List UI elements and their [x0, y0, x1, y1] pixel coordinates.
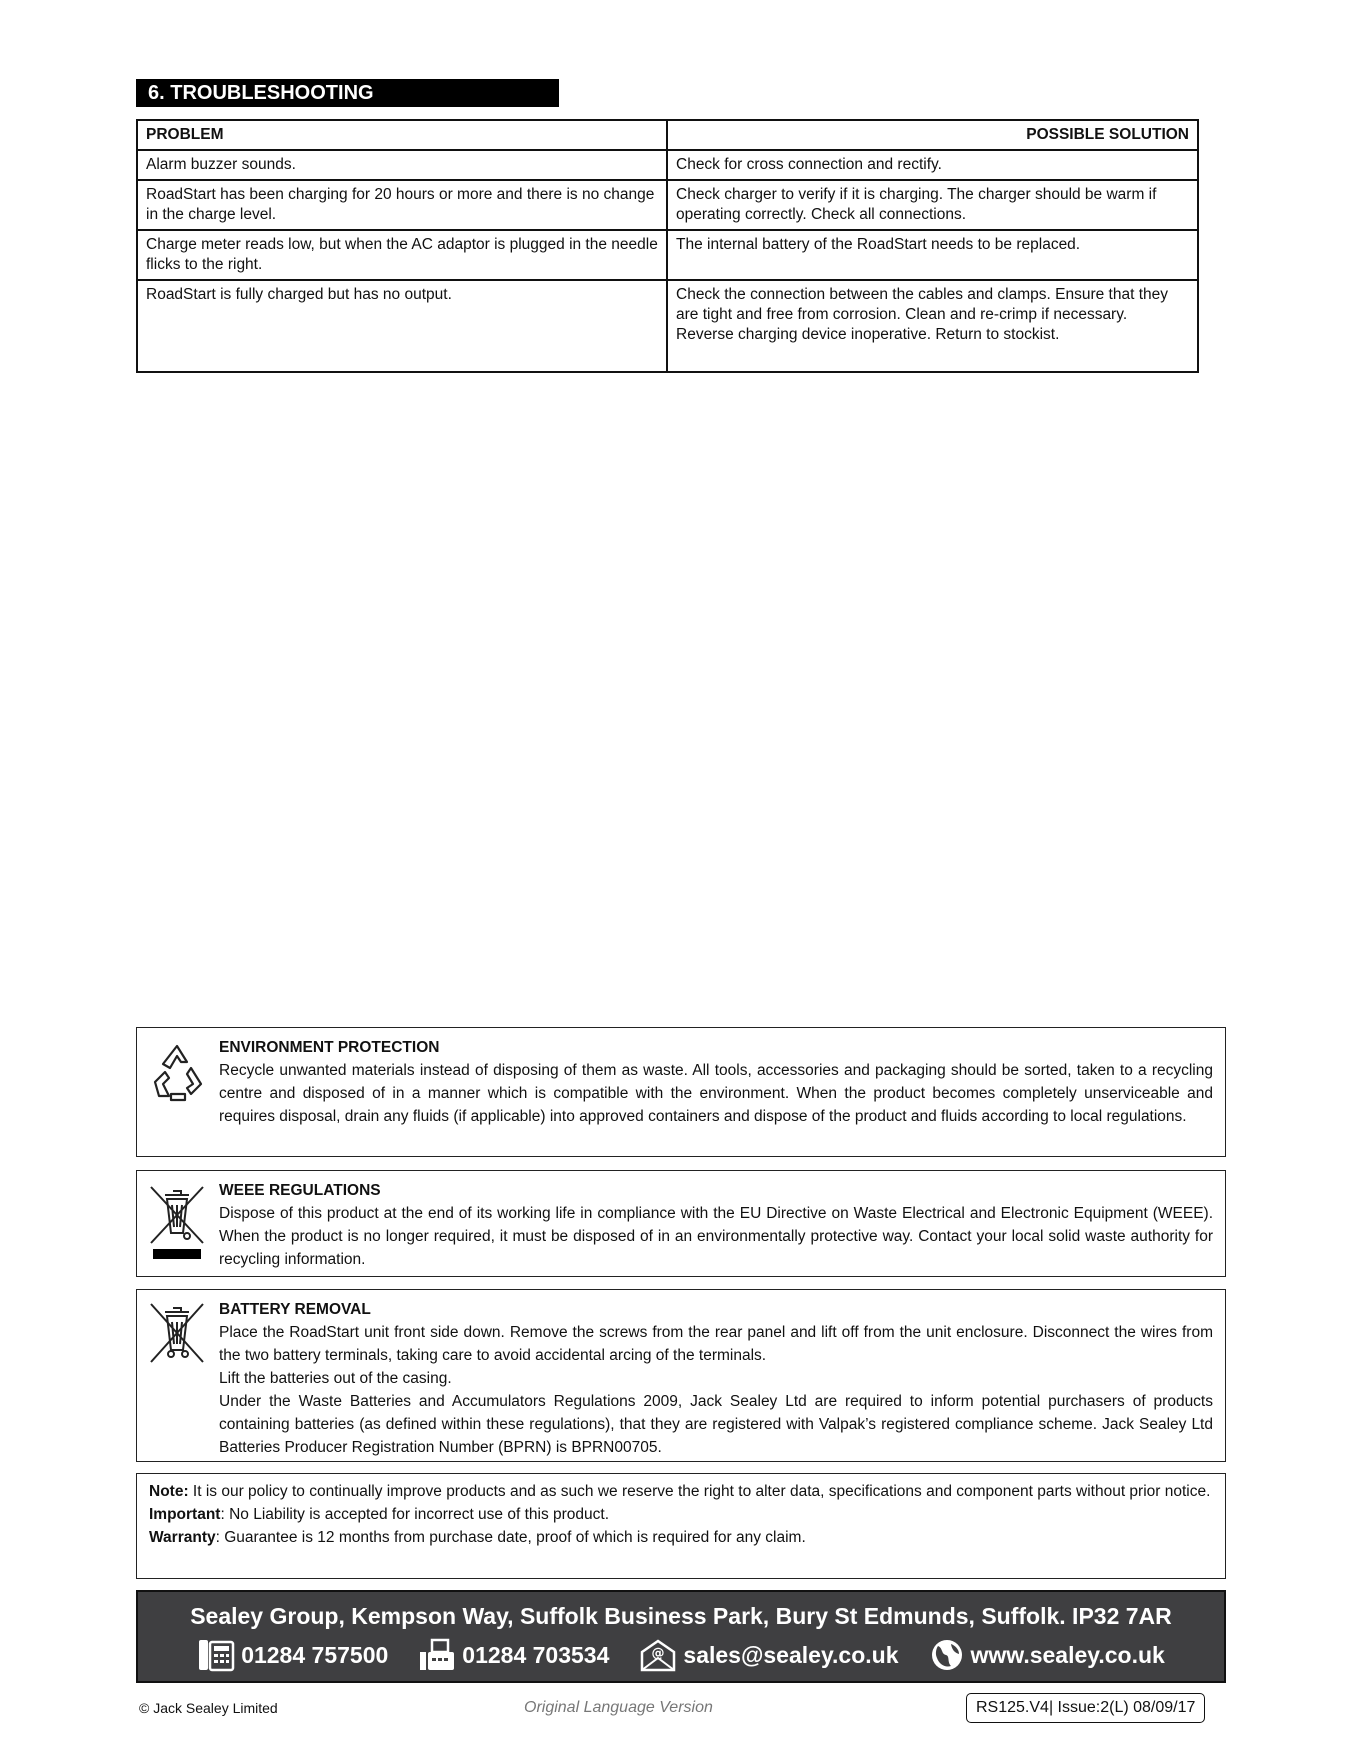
phone-icon: [197, 1638, 235, 1672]
contact-row: [138, 1638, 1224, 1672]
warranty-label: Warranty: [149, 1529, 216, 1546]
weee-heading: WEEE REGULATIONS: [219, 1182, 381, 1199]
phone-number[interactable]: 01284 757500: [241, 1641, 389, 1668]
recycle-icon: [147, 1038, 207, 1118]
weee-text: Dispose of this product at the end of its working life in compliance with the EU Directive on Waste Electrical and Electronic Equipment (WEEE). When the product is no longer required, it must be disposed of in an environmentally protective way. Contact your local solid waste authority for recycling information.: [219, 1205, 1213, 1268]
section-title: 6. TROUBLESHOOTING: [136, 79, 559, 107]
fax-icon: [418, 1638, 456, 1672]
table-header-row: [137, 120, 1198, 150]
battery-text-1: Place the RoadStart unit front side down. Remove the screws from the rear panel and lift off from the unit enclosure. Disconnect the wires from the two battery terminals, taking care to avoid accidental arcing of the terminals.: [219, 1324, 1213, 1364]
table-row: [137, 150, 1198, 180]
phone-contact: [197, 1638, 388, 1672]
contact-banner: [136, 1590, 1226, 1683]
column-header-solution: POSSIBLE SOLUTION: [667, 120, 1198, 150]
website-contact: [929, 1638, 1165, 1672]
website-link[interactable]: www.sealey.co.uk: [970, 1641, 1165, 1668]
battery-removal-box: [136, 1289, 1226, 1462]
solution-cell: The internal battery of the RoadStart needs to be replaced.: [667, 230, 1198, 280]
environment-heading: ENVIRONMENT PROTECTION: [219, 1039, 440, 1056]
email-link[interactable]: sales@sealey.co.uk: [683, 1641, 899, 1668]
note-text: It is our policy to continually improve products and as such we reserve the right to alter data, specifications and component parts without prior notice.: [188, 1483, 1211, 1500]
environment-text: Recycle unwanted materials instead of disposing of them as waste. All tools, accessories and packaging should be sorted, taken to a recycling centre and disposed of in a manner which is compatible with the environment. When the product becomes completely unserviceable and requires disposal, drain any fluids (if applicable) into approved containers and dispose of the product and fluids according to local regulations.: [219, 1062, 1213, 1125]
solution-text: Check the connection between the cables and clamps. Ensure that they are tight and free from corrosion. Clean and re-crimp if necessary.: [676, 286, 1168, 323]
environment-protection-box: [136, 1027, 1226, 1157]
problem-cell: Alarm buzzer sounds.: [137, 150, 667, 180]
solution-text-extra: Reverse charging device inoperative. Return to stockist.: [676, 326, 1060, 343]
crossed-bin-icon: [147, 1181, 207, 1261]
important-text: : No Liability is accepted for incorrect use of this product.: [220, 1506, 610, 1523]
important-label: Important: [149, 1506, 221, 1523]
table-row: [137, 280, 1198, 372]
fax-contact: [418, 1638, 609, 1672]
battery-text-2: Lift the batteries out of the casing.: [219, 1370, 452, 1387]
copyright-text: © Jack Sealey Limited: [139, 1700, 278, 1716]
solution-cell: Check charger to verify if it is charging. The charger should be warm if operating correctly. Check all connections.: [667, 180, 1198, 230]
table-row: [137, 230, 1198, 280]
warranty-text: : Guarantee is 12 months from purchase date, proof of which is required for any claim.: [215, 1529, 806, 1546]
crossed-bin-icon: [147, 1300, 207, 1380]
warranty-line: [149, 1526, 1213, 1549]
solution-cell: [667, 280, 1198, 372]
notes-box: [136, 1473, 1226, 1579]
table-row: [137, 180, 1198, 230]
weee-regulations-box: [136, 1170, 1226, 1277]
problem-cell: RoadStart is fully charged but has no output.: [137, 280, 667, 372]
battery-text-3: Under the Waste Batteries and Accumulators Regulations 2009, Jack Sealey Ltd are required to inform potential purchasers of products containing batteries (as defined within these regulations), that they are registered with Valpak’s registered compliance scheme. Jack Sealey Ltd Batteries Producer Registration Number (BPRN) is BPRN00705.: [219, 1393, 1213, 1456]
note-line: [149, 1480, 1213, 1503]
problem-cell: RoadStart has been charging for 20 hours or more and there is no change in the charge level.: [137, 180, 667, 230]
important-line: [149, 1503, 1213, 1526]
problem-cell: Charge meter reads low, but when the AC adaptor is plugged in the needle flicks to the right.: [137, 230, 667, 280]
troubleshooting-table: [136, 119, 1199, 373]
note-label: Note:: [149, 1483, 189, 1500]
solution-cell: Check for cross connection and rectify.: [667, 150, 1198, 180]
company-address: Sealey Group, Kempson Way, Suffolk Business Park, Bury St Edmunds, Suffolk. IP32 7AR: [190, 1603, 1172, 1629]
email-icon: [639, 1638, 677, 1672]
document-reference: RS125.V4| Issue:2(L) 08/09/17: [966, 1693, 1205, 1723]
battery-heading: BATTERY REMOVAL: [219, 1301, 371, 1318]
language-version: Original Language Version: [524, 1699, 713, 1716]
svg-text:@: @: [651, 1646, 665, 1661]
email-contact: [639, 1638, 898, 1672]
column-header-problem: PROBLEM: [137, 120, 667, 150]
fax-number[interactable]: 01284 703534: [462, 1641, 610, 1668]
globe-icon: [929, 1638, 965, 1672]
